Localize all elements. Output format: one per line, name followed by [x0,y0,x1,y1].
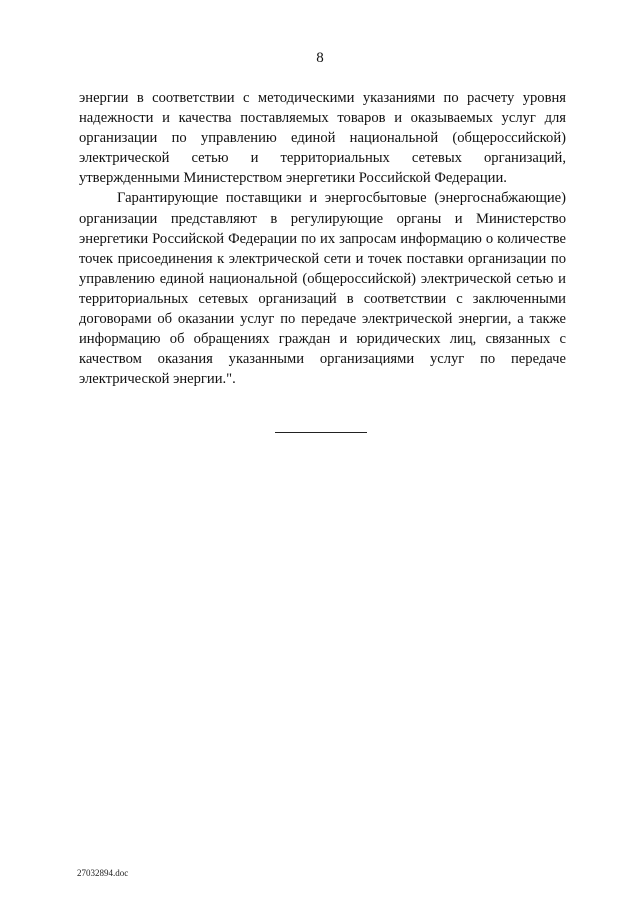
text-line: Гарантирующие поставщики и энергосбытовые (энергоснабжающие) [117,190,566,207]
paragraph-2 [79,188,566,389]
text-line: электрической энергии, а также информацию об обращениях граждан [79,311,567,348]
text-line: энергетики Российской Федерации по их запросам информацию [79,230,482,247]
text-line: энергии в соответствии с методическими указаниями по расчету уровня [79,90,566,106]
paragraph-1 [79,88,566,188]
body-text [79,88,566,389]
text-line: электрической сетью и территориальных сетевых организаций, [79,150,566,167]
text-line: о количестве точек присоединения к электрической сети и точек поставки [79,230,567,267]
text-line: организациями услуг по передаче электрической энергии.". [79,351,566,388]
text-line: электрической сетью и территориальных сетевых организаций [79,270,566,307]
text-line: и юридических лиц, связанных с качеством оказания указанными [79,331,566,368]
document-id: 27032894.doc [77,868,129,878]
text-line: организации по управлению единой национальной (общероссийской) [79,250,567,287]
text-line: организации по управлению единой национальной (общероссийской) [79,130,566,147]
end-divider-line [275,432,367,433]
page-number: 8 [316,50,324,66]
text-line: надежности и качества поставляемых товаров и оказываемых услуг для [79,110,566,127]
text-line: утвержденными Министерством энергетики Российской Федерации. [79,170,507,187]
text-line: в соответствии с заключенными договорами об оказании услуг по передаче [79,290,566,328]
text-line: организации представляют в регулирующие органы и Министерство [79,210,566,227]
